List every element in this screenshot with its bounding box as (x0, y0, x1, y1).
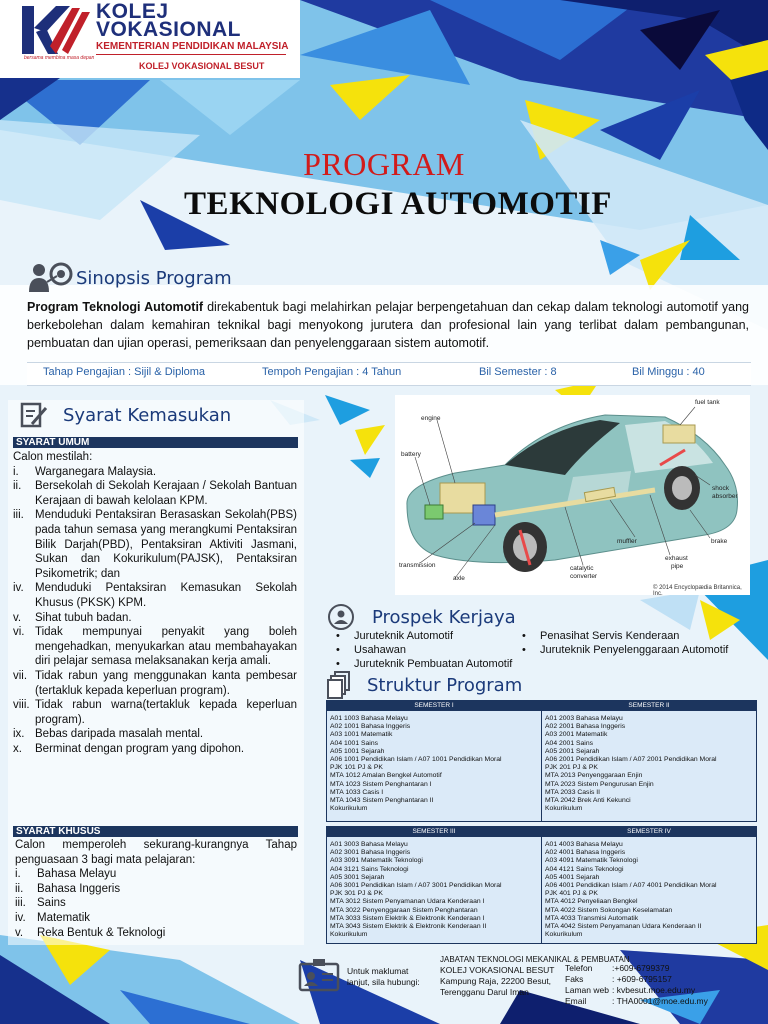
info-semester: Bil Semester : 8 (479, 366, 557, 378)
course-item: A03 4091 Matematik Teknologi (545, 857, 638, 865)
logo-panel (0, 0, 300, 78)
label-shock: shock (712, 485, 729, 492)
requirement-number: i. (13, 465, 19, 478)
prospek-list-left (334, 629, 534, 671)
career-item: • Juruteknik Automotif (334, 629, 534, 643)
logo-tagline: bersama membina masa depan (24, 55, 95, 61)
requirement-text: Tidak rabun yang menggunakan kanta pembesar (tertakluk kepada keperluan program). (35, 669, 297, 697)
sem2-courses (545, 715, 717, 813)
career-item: • Juruteknik Penyelenggaraan Automotif (520, 643, 760, 657)
requirement-number: ii. (13, 480, 22, 493)
course-item: A05 1001 Sejarah (330, 747, 385, 755)
course-item: A06 2001 Pendidikan Islam / A07 2001 Pendidikan Moral (545, 756, 717, 764)
logo-text-ministry: KEMENTERIAN PENDIDIKAN MALAYSIA (96, 41, 289, 52)
program-info-bar (27, 362, 751, 386)
requirement-number: vi. (13, 626, 25, 639)
contact-tel[interactable]: :+609-6799379 (612, 963, 670, 973)
course-item: MTA 3033 Sistem Elektrik & Elektronik Kenderaan I (330, 914, 485, 922)
contact-email-label: Email (565, 996, 587, 1006)
syarat-khusus-list (15, 838, 297, 940)
label-converter: converter (570, 573, 598, 580)
course-item: A03 2001 Matematik (545, 731, 608, 739)
requirement-text: Tidak mempunyai penyakit yang boleh mengehadkan, menyukarkan atau membahayakan diri pelajar semasa melaksanakan kerja amali. (35, 626, 297, 668)
title-teknologi-automotif: TEKNOLOGI AUTOMOTIF (184, 186, 612, 222)
id-card-icon (298, 958, 340, 992)
label-absorber: absorber (712, 493, 738, 500)
course-item: A04 2001 Sains (545, 739, 593, 747)
syarat-umum-intro: Calon mestilah: (13, 451, 93, 463)
requirement-number: iv. (13, 582, 24, 595)
label-catalytic: catalytic (570, 565, 594, 572)
logo-text-vokasional: VOKASIONAL (96, 18, 242, 41)
label-transmission: transmission (399, 562, 436, 569)
sem3-header: SEMESTER III (327, 827, 541, 837)
course-item: MTA 4012 Penyeliaan Bengkel (545, 898, 638, 906)
course-item: Kokurikulum (545, 931, 583, 939)
requirement-number: iii. (15, 897, 26, 910)
syarat-khusus-intro: Calon memperoleh sekurang-kurangnya Tahap penguasaan 3 bagi mata pelajaran: (15, 839, 297, 866)
course-item: A06 3001 Pendidikan Islam / A07 3001 Pendidikan Moral (330, 882, 502, 890)
requirement-text: Menduduki Pentaksiran Berasaskan Sekolah(PBS) pada tahun semasa yang merangkumi Pentaksiran Bilik Darjah(PBD), Pentaksiran Aktiviti Jasmani, Sukan dan Kokurikulum(PAJSK), Pentaksiran Psikometrik; dan (35, 509, 297, 580)
course-item: Kokurikulum (545, 805, 583, 813)
requirement-number: v. (15, 926, 24, 939)
syarat-heading: Syarat Kemasukan (63, 405, 232, 426)
course-item: A02 1001 Bahasa Inggeris (330, 723, 411, 731)
requirement-item (15, 867, 297, 882)
course-item: PJK 201 PJ & PK (545, 764, 598, 772)
contact-web-label: Laman web (565, 985, 609, 995)
synopsis-body: direkabentuk bagi melahirkan pelajar berpengetahuan dan cekap dalam teknologi automotif yang berkebolehan dalam kemahiran teknikal bagi menyokong jurutera dan profesional lain yang terlibat dalam pembangunan, pembuatan dan ujian operasi, pemeriksaan dan penyelenggaraan sistem automotif. (27, 300, 749, 350)
label-exhaust: exhaust (665, 555, 688, 562)
label-pipe: pipe (671, 563, 684, 570)
course-item: MTA 3022 Penyenggaraan Sistem Penghantaran (330, 906, 478, 914)
course-item: A06 1001 Pendidikan Islam / A07 1001 Pendidikan Moral (330, 756, 502, 764)
requirement-text: Menduduki Pentaksiran Kemasukan Sekolah Khusus (PKSK) KPM. (35, 582, 297, 609)
logo-divider (96, 54, 286, 55)
sem4-courses (545, 841, 717, 939)
requirement-item (15, 882, 297, 897)
prospek-list-right (520, 629, 760, 657)
contact-email-link[interactable]: : THA0001@moe.edu.my (612, 996, 708, 1006)
sem-divider (541, 701, 542, 821)
requirement-item (13, 742, 297, 757)
requirement-text: Sains (37, 897, 66, 910)
career-item: • Juruteknik Pembuatan Automotif (334, 657, 534, 671)
label-battery: battery (401, 451, 421, 458)
requirement-text: Bebas daripada masalah mental. (35, 728, 204, 741)
course-item: Kokurikulum (330, 931, 368, 939)
contact-prompt-2: lanjut, sila hubungi: (347, 977, 420, 987)
requirement-item (13, 581, 297, 610)
course-item: MTA 4022 Sistem Sokongan Keselamatan (545, 906, 673, 914)
form-edit-icon (20, 402, 48, 428)
course-item: A04 4121 Sains Teknologi (545, 865, 624, 873)
requirement-item (13, 698, 297, 727)
course-item: A04 1001 Sains (330, 739, 378, 747)
contact-dept: JABATAN TEKNOLOGI MEKANIKAL & PEMBUATAN (440, 955, 630, 964)
course-item: A04 3121 Sains Teknologi (330, 865, 409, 873)
course-item: A05 4001 Sejarah (545, 873, 600, 881)
logo-text-kolej: KOLEJ (96, 0, 169, 23)
requirement-text: Berminat dengan program yang dipohon. (35, 742, 245, 755)
requirement-text: Bahasa Melayu (37, 868, 117, 881)
sem3-courses (330, 841, 502, 939)
synopsis-heading: Sinopsis Program (76, 268, 232, 289)
info-tempoh: Tempoh Pengajian : 4 Tahun (262, 366, 402, 378)
course-item: A02 3001 Bahasa Inggeris (330, 849, 411, 857)
requirement-item (15, 926, 297, 941)
contact-prompt-1: Untuk maklumat (347, 966, 409, 976)
course-item: A06 4001 Pendidikan Islam / A07 4001 Pendidikan Moral (545, 882, 717, 890)
image-credit: © 2014 Encyclopædia Britannica, Inc. (653, 585, 742, 597)
career-item: • Usahawan (334, 643, 534, 657)
kv-logo-icon (22, 6, 90, 54)
career-people-icon (326, 604, 356, 630)
requirement-text: Matematik (37, 911, 91, 924)
requirement-text: Warganegara Malaysia. (35, 465, 157, 478)
requirement-number: ix. (13, 728, 25, 741)
course-item: A02 4001 Bahasa Inggeris (545, 849, 626, 857)
requirement-text: Bersekolah di Sekolah Kerajaan / Sekolah Bantuan Kerajaan di bawah kelolaan KPM. (35, 480, 297, 507)
sem4-header: SEMESTER IV (542, 827, 756, 837)
course-item: PJK 301 PJ & PK (330, 890, 383, 898)
contact-fax: : +609-6795157 (612, 974, 672, 984)
course-item: MTA 1033 Casis I (330, 788, 384, 796)
requirement-number: v. (13, 611, 22, 624)
requirement-item (15, 911, 297, 926)
requirement-item (13, 727, 297, 742)
label-fuel-tank: fuel tank (695, 399, 720, 406)
requirement-item (13, 669, 297, 698)
label-muffler: muffler (617, 538, 637, 545)
semester-table-1-2 (326, 700, 757, 822)
course-item: A03 3091 Matematik Teknologi (330, 857, 423, 865)
requirement-item (13, 611, 297, 626)
course-item: MTA 3043 Sistem Elektrik & Elektronik Kenderaan II (330, 923, 487, 931)
course-item: A01 2003 Bahasa Melayu (545, 715, 623, 722)
requirement-number: viii. (13, 699, 30, 712)
requirement-number: x. (13, 742, 22, 755)
course-item: MTA 1023 Sistem Penghantaran I (330, 780, 432, 788)
course-item: PJK 101 PJ & PK (330, 764, 383, 772)
course-item: A01 3003 Bahasa Melayu (330, 841, 408, 848)
contact-address-1: Kampung Raja, 22200 Besut, (440, 976, 552, 986)
requirement-item (13, 465, 297, 480)
semester-table-3-4 (326, 826, 757, 944)
course-item: MTA 4033 Transmisi Automatik (545, 914, 639, 922)
course-item: MTA 2033 Casis II (545, 788, 601, 796)
course-item: A01 4003 Bahasa Melayu (545, 841, 623, 848)
course-item: A01 1003 Bahasa Melayu (330, 715, 408, 722)
documents-stack-icon (327, 671, 351, 699)
logo-college-name: KOLEJ VOKASIONAL BESUT (139, 61, 265, 71)
career-item: • Penasihat Servis Kenderaan (520, 629, 760, 643)
syarat-khusus-label: SYARAT KHUSUS (13, 826, 298, 837)
car-diagram (395, 395, 750, 595)
course-item: MTA 4042 Sistem Penyamanan Udara Kenderaan II (545, 923, 702, 931)
requirement-number: iii. (13, 509, 24, 522)
requirement-number: iv. (15, 911, 26, 924)
course-item: MTA 2013 Penyenggaraan Enjin (545, 772, 643, 780)
course-item: A05 2001 Sejarah (545, 747, 600, 755)
contact-college: KOLEJ VOKASIONAL BESUT (440, 965, 555, 975)
requirement-item (13, 508, 297, 581)
course-item: PJK 401 PJ & PK (545, 890, 598, 898)
syarat-umum-label: SYARAT UMUM (13, 437, 298, 448)
sem-divider (541, 827, 542, 943)
contact-tel-label: Telefon (565, 963, 593, 973)
course-item: A05 3001 Sejarah (330, 873, 385, 881)
requirement-item (13, 479, 297, 508)
course-item: MTA 2023 Sistem Pengurusan Enjin (545, 780, 654, 788)
requirement-number: ii. (15, 882, 24, 895)
requirement-number: vii. (13, 669, 28, 682)
requirement-text: Tidak rabun warna(tertakluk kepada keperluan program). (35, 699, 297, 726)
course-item: A03 1001 Matematik (330, 731, 393, 739)
prospek-heading: Prospek Kerjaya (372, 607, 516, 628)
course-item: MTA 1012 Amalan Bengkel Automotif (330, 772, 442, 780)
synopsis-text (27, 298, 749, 352)
label-brake: brake (711, 538, 728, 545)
requirement-text: Reka Bentuk & Teknologi (37, 926, 166, 939)
sem1-courses (330, 715, 502, 813)
contact-fax-label: Faks (565, 974, 584, 984)
course-item: MTA 1043 Sistem Penghantaran II (330, 797, 434, 805)
label-engine: engine (421, 415, 441, 422)
info-minggu: Bil Minggu : 40 (632, 366, 705, 378)
course-item: A02 2001 Bahasa Inggeris (545, 723, 626, 731)
struktur-heading: Struktur Program (367, 675, 523, 696)
course-item: MTA 2042 Brek Anti Kekunci (545, 797, 631, 805)
course-item: Kokurikulum (330, 805, 368, 813)
contact-address-2: Terengganu Darul Iman (440, 987, 529, 997)
requirement-text: Bahasa Inggeris (37, 882, 121, 895)
requirement-number: i. (15, 868, 21, 881)
sem1-header: SEMESTER I (327, 701, 541, 711)
requirement-text: Sihat tubuh badan. (35, 611, 132, 624)
sem2-header: SEMESTER II (542, 701, 756, 711)
contact-web-link[interactable]: : kvbesut.moe.edu.my (612, 985, 696, 995)
course-item: MTA 3012 Sistem Penyamanan Udara Kenderaan I (330, 898, 485, 906)
synopsis-bold: Program Teknologi Automotif (27, 300, 204, 314)
presenter-icon (27, 262, 73, 292)
title-program: PROGRAM (303, 146, 465, 182)
info-tahap: Tahap Pengajian : Sijil & Diploma (43, 366, 206, 378)
label-axle: axle (453, 575, 465, 582)
requirement-item (15, 896, 297, 911)
requirement-item (13, 625, 297, 669)
syarat-umum-list (13, 450, 297, 756)
